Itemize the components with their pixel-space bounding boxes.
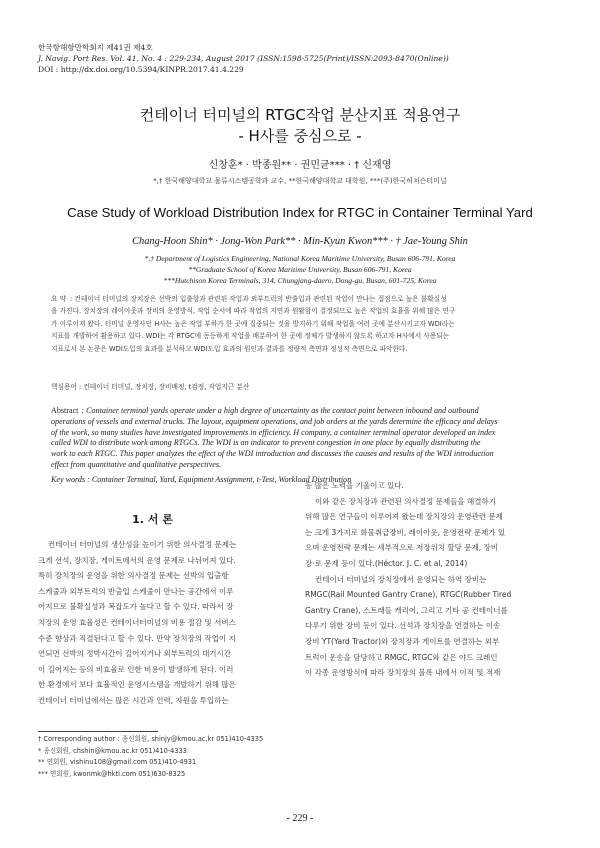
body-line: 이 각종 운영방식에 따라 장치장의 블록 내에서 이적 및 적재 [305, 668, 501, 678]
body-line: RMGC(Rail Mounted Gantry Crane), RTGC(Rubber Tired [305, 590, 512, 600]
title-kr-main: 컨테이너 터미널의 RTGC작업 분산지표 적용연구 [139, 106, 461, 124]
title-kr-sub: - H사를 중심으로 - [238, 127, 362, 145]
abstract-kr-label: 요 약 [51, 295, 67, 303]
abstract-en [51, 406, 551, 471]
body-line: 위해 많은 연구들이 이루어져 왔는데 장치장의 운영관련 문제 [305, 512, 503, 522]
abstract-kr-line: 가 이루어져 왔다. 터미널 운영사인 H사는 높은 작업 부하가 한 곳에 집중되는 것을 방지하기 위해 작업을 여러 곳에 분산시키고자 WDI라는 [51, 319, 455, 328]
body-line: 장비 YT(Yard Tractor)와 장치장과 게이트를 연결하는 외부 [305, 636, 500, 646]
body-line: 등 많은 노력을 기울이고 있다. [305, 481, 404, 490]
abstract-kr [51, 293, 551, 355]
body-line: 어지므로 불확실성과 복잡도가 높다고 할 수 있다. 따라서 장 [38, 602, 234, 612]
body-column-left [38, 537, 295, 709]
body-line: 한 환경에서 보다 효율적인 운영시스템을 개발하기 위해 많은 [38, 680, 236, 690]
abstract-en-line: : Container terminal yards operate under a high degree of uncertainty as the contact point between inbound and outbound [81, 406, 479, 415]
abstract-en-line: called WDI to distribute work among RTGCs. The WDI is an indicator to prevent congestion in one place by equally distributing the [51, 438, 481, 448]
body-line: 컨테이너 터미널의 생산성을 높이기 위한 의사결정 문제는 [48, 540, 237, 549]
footnote-author-1: * 종신회원, chshin@kmou.ac.kr 051)410-4333 [38, 746, 187, 755]
body-line: 는 크게 3가지로 화물취급장비, 레이아웃, 운영전략 문제가 있 [305, 527, 506, 537]
title-en: Case Study of Workload Distribution Index for RTGC in Container Terminal Yard [67, 205, 533, 220]
abstract-en-line: of the work, so many studies have investigated improvements in efficiency. H company, a container terminal operator developed an index [51, 427, 496, 437]
affiliation-en-3: ***Hutchison Korea Terminals, 314, Chungjang-daero, Dong-gu, Busan, 601-725, Korea [163, 276, 437, 285]
abstract-en-line: work to each RTGC. This paper analyzes the effect of the WDI introduction and discusses the causes and results of the WDI introduction [51, 449, 494, 459]
footnote-author-3: *** 연회원, kwonmk@hktl.com 051)630-8325 [38, 769, 186, 778]
body-line: Gantry Crane), 스트래들 캐리어, 그리고 기타 공 컨테이너를 [305, 605, 508, 615]
body-line: 치장의 운영 효율성은 컨테이너터미널의 비용 절감 및 서비스 [38, 617, 236, 627]
body-line: 다루기 위한 장비 등이 있다. 선석과 장치장을 연결하는 이송 [305, 621, 501, 631]
journal-name: 한국항해항만학회지 제41권 제4호 [38, 43, 153, 52]
keywords-kr: 핵심용어 : 컨테이너 터미널, 장치장, 장비배정, t검정, 작업지근 분산 [51, 383, 250, 391]
authors-kr: 신창훈* · 박종원** · 권민균*** · † 신재영 [208, 160, 392, 171]
body-line: 으며 운영전략 문제는 세부적으로 저장위치 할당 문제, 장비 [305, 543, 498, 553]
body-line: 컨테이너 터미널의 장치장에서 운영되는 하역 장비는 [315, 574, 487, 584]
body-line: 크게 선석, 장치장, 게이트에서의 운영 문제로 나뉘어져 있다. [38, 555, 236, 565]
abstract-kr-line: 지표로서 본 논문은 WDI도입의 효과를 분석하고 WDI도입 효과의 원인과 결과를 정량적 측면과 정성적 측면으로 파악한다. [51, 344, 408, 353]
abstract-en-label: Abstract [51, 406, 79, 415]
body-line: 컨테이너 터미널에서는 많은 시간과 인력, 자원을 투입하는 [38, 695, 229, 705]
abstract-en-line: operations of vessels and external trucks. The layout, equipment operations, and job orders at the yards determine the efficacy and delays [51, 416, 498, 426]
section-heading: 1. 서 론 [132, 513, 173, 526]
affiliation-en-1: *,† Department of Logistics Engineering, National Korea Maritime University, Busan 606-791, Korea [144, 254, 456, 263]
body-line: 스케줄과 외부트럭의 반출입 스케줄이 만나는 공간에서 이루 [38, 586, 234, 596]
body-line: 이 길어지는 등의 비효율로 인한 비용이 발생하게 된다. 이러 [38, 664, 234, 674]
body-line: 특히 장치장의 운영을 위한 의사결정 문제는 선박의 입출항 [38, 571, 229, 581]
footnotes [38, 734, 263, 780]
abstract-kr-line: 을 가진다. 장치장의 레이아웃과 장비의 운영방식, 작업 순서에 따라 작업의 지연과 원활함이 결정되므로 높은 작업의 효율을 위해 많은 연구 [51, 307, 456, 316]
abstract-kr-line: : 컨테이너 터미널의 장치장은 선박의 입출항과 관련된 작업과 외부트럭의 반출입과 관련된 작업이 만나는 접점으로 높은 불확실성 [70, 295, 447, 303]
footnote-divider [38, 731, 158, 732]
footnote-corresponding: † Corresponding author : 종신회원, shinjy@kmou.ac.kr 051)410-4335 [38, 735, 264, 743]
footnote-author-2: ** 연회원, vishinu108@gmail.com 051)410-4931 [38, 758, 197, 767]
journal-header [38, 42, 449, 76]
body-line: 장·로 문제 등이 있다.(Héctor. J. C. et al, 2014) [305, 558, 468, 568]
doi-link[interactable]: DOI : http://dx.doi.org/10.5394/KINPR.2017.41.4.229 [38, 65, 244, 75]
page-number: - 229 - [286, 813, 314, 824]
abstract-kr-line: 지표를 개발하여 활용하고 있다. WDI는 각 RTGC에 동등하게 작업을 배분하여 한 곳에 정체가 발생하지 않도록 하고자 H사에서 사용되는 [51, 332, 450, 341]
keywords-en-text: Key words : Container Terminal, Yard, Equipment Assignment, t-Test, Workload Distribution [51, 475, 352, 484]
abstract-en-line: effect from quantitative and qualitative perspectives. [51, 459, 222, 469]
body-column-right [305, 478, 563, 681]
affiliations-kr: *,† 한국해양대학교 물류시스템공학과 교수, **한국해양대학교 대학원, ***(주)한국허치슨터미널 [153, 177, 447, 185]
authors-en: Chang-Hoon Shin* · Jong-Won Park** · Min-Kyun Kwon*** · † Jae-Young Shin [132, 236, 468, 247]
body-line: 트럭이 운송을 담당하고 RMGC, RTGC와 같은 야드 크레인 [305, 652, 498, 662]
journal-citation: J. Navig. Port Res. Vol. 41, No. 4 : 229-234, August 2017 (ISSN:1598-5725(Print)/ISSN:2093-8470(Online)) [38, 54, 449, 64]
affiliation-en-2: **Graduate School of Korea Maritime University, Busan 606-791, Korea [188, 265, 412, 274]
body-line: 이와 같은 장치장과 관련된 의사결정 문제들을 해결하기 [315, 496, 496, 506]
body-line: 연되면 선박의 정박시간이 길어지거나 외부트럭의 대기시간 [38, 649, 232, 659]
body-line: 수준 향상과 직결된다고 할 수 있다. 만약 장치장의 작업이 지 [38, 633, 236, 643]
